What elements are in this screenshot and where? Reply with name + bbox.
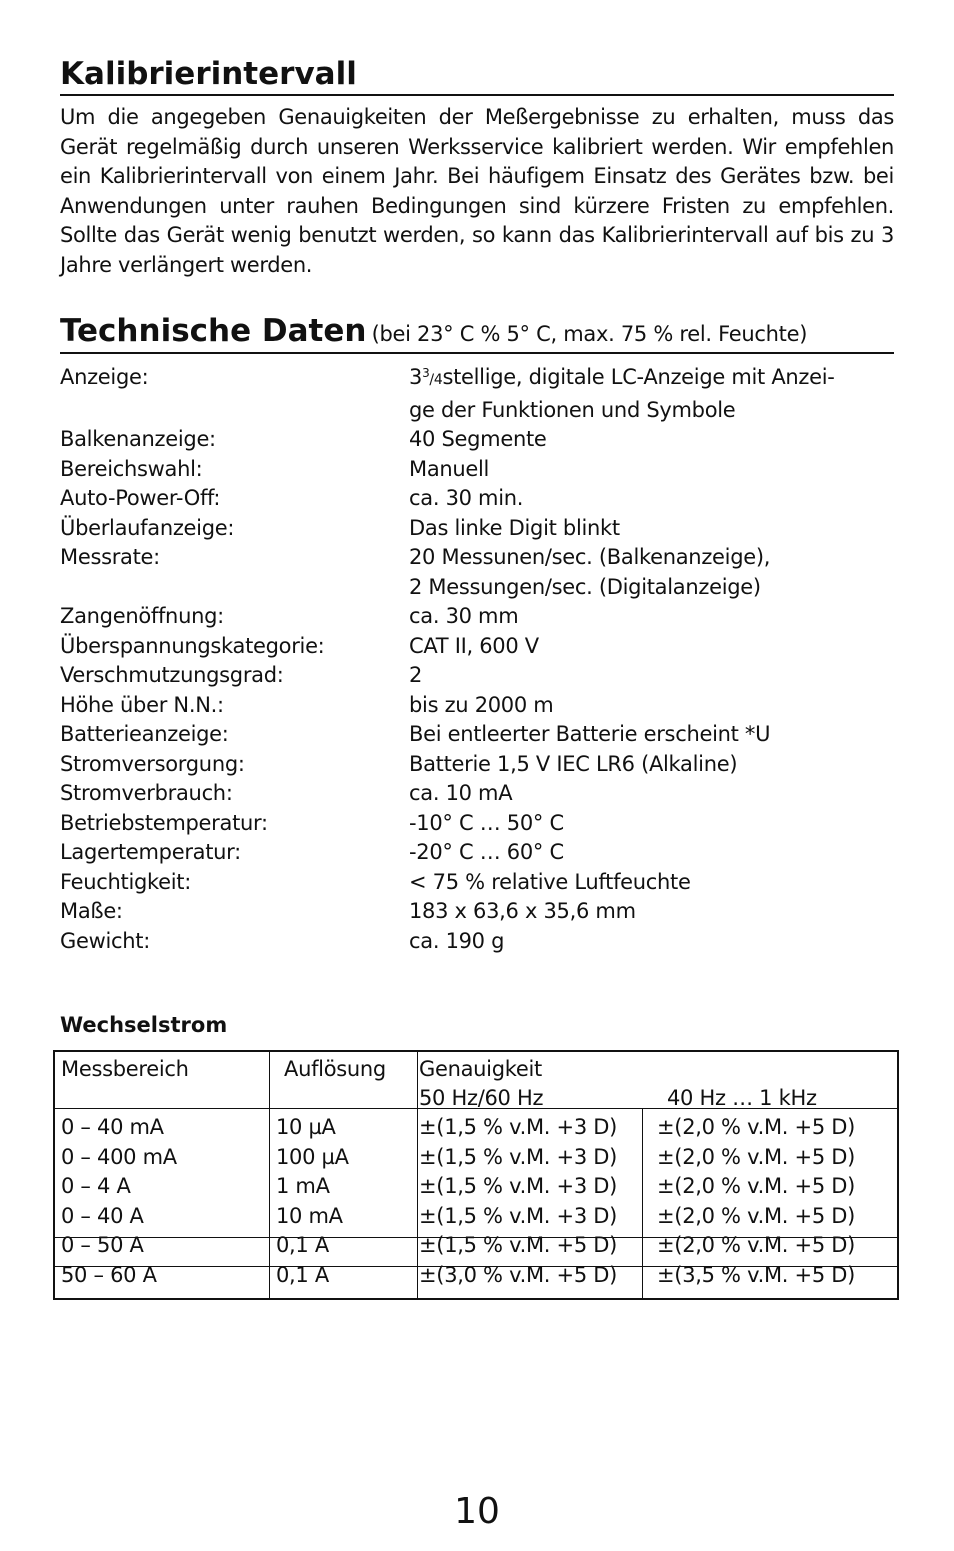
- spec-row: [60, 750, 894, 780]
- header-resolution: Auflösung: [284, 1057, 386, 1081]
- spec-value: [409, 927, 894, 957]
- cell-resolution: 100 µA: [276, 1144, 349, 1169]
- spec-label: Stromversorgung:: [60, 751, 245, 776]
- spec-value-line: bis zu 2000 m: [409, 692, 554, 717]
- spec-value: [409, 897, 894, 927]
- spec-value: [409, 455, 894, 485]
- specs-list: [60, 363, 894, 956]
- spec-value-line: Bei entleerter Batterie erscheint *U: [409, 722, 771, 746]
- ac-accuracy-table: [53, 1050, 899, 1300]
- cell-range: 0 – 50 A: [61, 1233, 144, 1258]
- spec-label: Batterieanzeige:: [60, 722, 229, 746]
- spec-row: [60, 632, 894, 662]
- cell-accuracy-50-60: ±(1,5 % v.M. +3 D): [419, 1174, 618, 1199]
- spec-value: [409, 602, 894, 632]
- calibration-paragraph: Um die angegeben Genauigkeiten der Meßergebnisse zu erhalten, muss das Gerät regelmäßig durch unseren Werksservice kalibriert werden. Wir empfehlen ein Kalibrierintervall von einem Jahr. Bei häufigem Einsatz des Gerätes bzw. bei Anwendungen unter rauhen Bedingungen sind kürzere Fristen zu empfehlen. Sollte das Gerät wenig benutzt werden, so kann das Kalibrierintervall auf bis zu 3 Jahre verlängert werden.: [60, 105, 894, 277]
- cell-accuracy-40-1k: ±(2,0 % v.M. +5 D): [657, 1203, 856, 1228]
- spec-value-line: 40 Segmente: [409, 427, 547, 451]
- spec-value-line: Manuell: [409, 456, 490, 481]
- spec-row: [60, 927, 894, 957]
- cell-resolution: 1 mA: [276, 1174, 330, 1199]
- cell-range: 0 – 4 A: [61, 1174, 131, 1199]
- cell-resolution: 0,1 A: [276, 1233, 329, 1258]
- spec-label: Verschmutzungsgrad:: [60, 663, 284, 687]
- spec-value-line: 2: [409, 663, 423, 687]
- table-column-divider: [269, 1052, 270, 1298]
- header-freq-50-60: 50 Hz/60 Hz: [419, 1086, 544, 1110]
- spec-rows: [60, 425, 894, 956]
- header-range: Messbereich: [61, 1057, 189, 1081]
- cell-accuracy-40-1k: ±(2,0 % v.M. +5 D): [657, 1144, 856, 1169]
- ac-table-title: Wechselstrom: [60, 1013, 228, 1037]
- specs-heading-title: Technische Daten: [60, 313, 367, 349]
- spec-row: [60, 455, 894, 485]
- display-digit: 3: [409, 365, 423, 389]
- spec-value: [409, 514, 894, 544]
- specs-heading: [60, 311, 894, 354]
- spec-label: Überspannungskategorie:: [60, 633, 325, 658]
- spec-label: Höhe über N.N.:: [60, 692, 224, 717]
- spec-row: [60, 425, 894, 455]
- specs-heading-note: (bei 23° C % 5° C, max. 75 % rel. Feuchte): [371, 322, 808, 346]
- cell-accuracy-40-1k: ±(3,5 % v.M. +5 D): [657, 1263, 856, 1287]
- spec-value: [409, 779, 894, 809]
- display-fraction-denominator: /4: [429, 372, 443, 388]
- spec-label: Stromverbrauch:: [60, 781, 233, 805]
- spec-value-line: -20° C … 60° C: [409, 840, 564, 864]
- spec-value: [409, 809, 894, 839]
- spec-value: [409, 838, 894, 868]
- spec-label: Maße:: [60, 899, 123, 923]
- cell-resolution: 10 mA: [276, 1203, 343, 1228]
- spec-label: Betriebstemperatur:: [60, 810, 268, 835]
- display-fraction-numerator: 3: [422, 366, 430, 380]
- spec-value: [409, 750, 894, 780]
- spec-value: [409, 661, 894, 691]
- spec-label: Feuchtigkeit:: [60, 869, 191, 894]
- spec-label: Überlaufanzeige:: [60, 515, 235, 540]
- spec-label: Zangenöffnung:: [60, 604, 224, 628]
- spec-value: [409, 543, 894, 602]
- spec-value-line: Das linke Digit blinkt: [409, 515, 620, 540]
- cell-accuracy-50-60: ±(1,5 % v.M. +3 D): [419, 1115, 618, 1139]
- spec-label: Gewicht:: [60, 928, 150, 953]
- cell-resolution: 0,1 A: [276, 1263, 329, 1287]
- header-accuracy: Genauigkeit: [419, 1057, 542, 1081]
- spec-row: [60, 484, 894, 514]
- spec-row: [60, 897, 894, 927]
- spec-value: [409, 425, 894, 455]
- spec-label: Messrate:: [60, 545, 160, 569]
- cell-resolution: 10 µA: [276, 1115, 336, 1139]
- spec-row: [60, 868, 894, 898]
- spec-value: [409, 632, 894, 662]
- spec-value-line: ca. 30 mm: [409, 604, 519, 628]
- spec-value-line: ca. 10 mA: [409, 781, 513, 805]
- cell-accuracy-50-60: ±(1,5 % v.M. +3 D): [419, 1203, 618, 1228]
- spec-value-line: Batterie 1,5 V IEC LR6 (Alkaline): [409, 751, 738, 776]
- spec-row: [60, 543, 894, 602]
- spec-label: Anzeige:: [60, 365, 149, 389]
- spec-label: Balkenanzeige:: [60, 427, 216, 451]
- spec-row: [60, 838, 894, 868]
- spec-value-line: ca. 30 min.: [409, 486, 524, 510]
- spec-row: [60, 661, 894, 691]
- spec-value-line: ca. 190 g: [409, 928, 505, 953]
- spec-value-line: < 75 % relative Luftfeuchte: [409, 869, 691, 894]
- spec-value: [409, 484, 894, 514]
- cell-accuracy-50-60: ±(3,0 % v.M. +5 D): [419, 1263, 618, 1287]
- spec-value: [409, 363, 894, 425]
- cell-accuracy-40-1k: ±(2,0 % v.M. +5 D): [657, 1174, 856, 1199]
- header-freq-40-1k: 40 Hz … 1 kHz: [667, 1086, 817, 1110]
- table-column-divider: [642, 1108, 643, 1298]
- spec-value: [409, 720, 894, 750]
- spec-row: [60, 691, 894, 721]
- spec-value: [409, 868, 894, 898]
- spec-value: [409, 691, 894, 721]
- spec-row: [60, 720, 894, 750]
- spec-label: Auto-Power-Off:: [60, 486, 221, 510]
- spec-row-display: [60, 363, 894, 425]
- spec-value-line: CAT II, 600 V: [409, 633, 539, 658]
- cell-accuracy-40-1k: ±(2,0 % v.M. +5 D): [657, 1115, 856, 1139]
- cell-accuracy-50-60: ±(1,5 % v.M. +3 D): [419, 1144, 618, 1169]
- table-column-divider: [417, 1052, 418, 1298]
- cell-accuracy-40-1k: ±(2,0 % v.M. +5 D): [657, 1233, 856, 1258]
- spec-row: [60, 602, 894, 632]
- cell-accuracy-50-60: ±(1,5 % v.M. +5 D): [419, 1233, 618, 1258]
- display-value-line1: stellige, digitale LC-Anzeige mit Anzei-: [442, 365, 835, 389]
- spec-value-line: 20 Messunen/sec. (Balkenanzeige),: [409, 545, 771, 569]
- spec-row: [60, 514, 894, 544]
- page-number: 10: [454, 1491, 500, 1532]
- cell-range: 0 – 400 mA: [61, 1144, 177, 1169]
- display-value-line2: ge der Funktionen und Symbole: [409, 397, 736, 422]
- spec-row: [60, 809, 894, 839]
- spec-label: Lagertemperatur:: [60, 840, 241, 864]
- spec-value-line: -10° C … 50° C: [409, 810, 564, 835]
- cell-range: 50 – 60 A: [61, 1263, 157, 1287]
- spec-row: [60, 779, 894, 809]
- spec-value-line: 2 Messungen/sec. (Digitalanzeige): [409, 574, 761, 599]
- cell-range: 0 – 40 mA: [61, 1115, 164, 1139]
- spec-value-line: 183 x 63,6 x 35,6 mm: [409, 899, 636, 923]
- cell-range: 0 – 40 A: [61, 1203, 144, 1228]
- calibration-heading: Kalibrierintervall: [60, 54, 894, 96]
- spec-label: Bereichswahl:: [60, 456, 203, 481]
